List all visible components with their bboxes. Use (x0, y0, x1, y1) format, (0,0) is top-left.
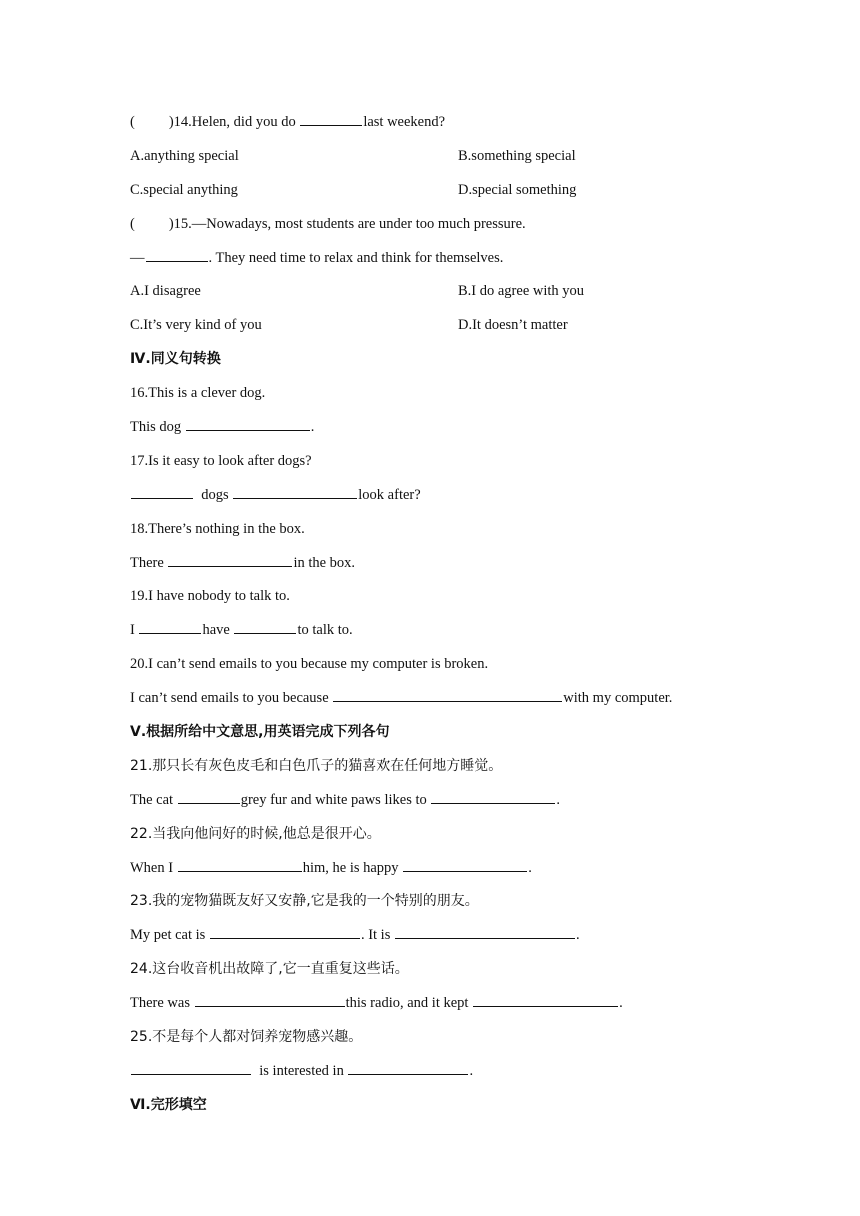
question-22-answer (130, 854, 750, 888)
answer-blank[interactable] (348, 1060, 468, 1075)
answer-blank[interactable] (195, 992, 345, 1007)
question-14 (130, 108, 750, 142)
options-row (130, 277, 750, 311)
answer-blank[interactable] (233, 484, 357, 499)
answer-tail: . (619, 995, 623, 1012)
answer-prefix: When I (130, 859, 174, 876)
answer-mid: him, he is happy (302, 859, 399, 876)
answer-mid: have (202, 622, 230, 639)
answer-blank[interactable] (178, 789, 240, 804)
answer-blank[interactable] (168, 552, 292, 567)
answer-mid: . It is (360, 927, 391, 944)
question-21-stem: 21.那只长有灰色皮毛和白色爪子的猫喜欢在任何地方睡觉。 (130, 757, 503, 774)
question-17-answer (130, 481, 750, 515)
answer-blank[interactable] (431, 789, 555, 804)
answer-mid: dogs (201, 486, 229, 503)
option-d: D.special something (458, 181, 577, 198)
question-14-tail: last weekend? (363, 114, 446, 130)
answer-blank[interactable] (473, 992, 618, 1007)
answer-blank[interactable] (300, 111, 362, 126)
question-15-reply (130, 244, 750, 278)
answer-tail: . (469, 1062, 474, 1079)
answer-blank[interactable] (403, 857, 527, 872)
answer-blank[interactable] (186, 416, 310, 431)
answer-blank[interactable] (178, 857, 302, 872)
question-15-stem: )15.—Nowadays, most students are under too much pressure. (168, 215, 526, 232)
answer-mid: is interested in (259, 1062, 344, 1079)
answer-mid: this radio, and it kept (345, 995, 469, 1012)
answer-prefix: There (130, 554, 164, 571)
answer-blank[interactable] (210, 924, 360, 939)
question-18-answer (130, 549, 750, 583)
answer-blank[interactable] (234, 619, 296, 634)
options-row (130, 176, 750, 210)
answer-tail: . (310, 419, 315, 436)
answer-blank[interactable] (333, 687, 562, 702)
answer-blank[interactable] (131, 484, 193, 499)
question-19-answer (130, 616, 750, 650)
question-24-stem: 24.这台收音机出故障了,它一直重复这些话。 (130, 961, 409, 978)
question-19-stem: 19.I have nobody to talk to. (130, 588, 290, 605)
question-23-stem: 23.我的宠物猫既友好又安静,它是我的一个特别的朋友。 (130, 893, 479, 910)
answer-prefix: There was (130, 995, 190, 1012)
question-16-answer (130, 413, 750, 447)
answer-tail: with my computer. (563, 690, 673, 707)
answer-prefix: I can’t send emails to you because (130, 690, 329, 707)
worksheet (130, 108, 750, 1125)
option-a: A.I disagree (130, 283, 201, 300)
option-a: A.anything special (130, 147, 239, 164)
question-15 (130, 210, 750, 244)
question-25-stem: 25.不是每个人都对饲养宠物感兴趣。 (130, 1029, 363, 1046)
dash: — (130, 249, 145, 266)
answer-tail: . (575, 927, 580, 944)
answer-blank[interactable] (131, 1060, 251, 1075)
question-21-answer (130, 786, 750, 820)
question-14-stem: )14.Helen, did you do (168, 114, 296, 130)
section-heading: Ⅳ.同义句转换 (130, 351, 221, 368)
paren-open: ( (130, 215, 135, 232)
answer-blank[interactable] (395, 924, 575, 939)
answer-tail: look after? (358, 486, 421, 503)
option-b: B.I do agree with you (458, 283, 585, 300)
options-row (130, 142, 750, 176)
answer-prefix: The cat (130, 791, 174, 808)
paren-open: ( (130, 114, 135, 130)
option-b: B.something special (458, 147, 576, 164)
question-16-stem: 16.This is a clever dog. (130, 385, 266, 402)
question-15-reply-tail: . They need time to relax and think for themselves. (208, 249, 504, 266)
option-c: C.special anything (130, 181, 238, 198)
question-24-answer (130, 989, 750, 1023)
option-c: C.It’s very kind of you (130, 317, 262, 334)
answer-prefix: My pet cat is (130, 927, 206, 944)
option-d: D.It doesn’t matter (458, 317, 568, 334)
answer-prefix: I (130, 622, 135, 639)
answer-blank[interactable] (139, 619, 201, 634)
question-20-answer (130, 684, 750, 718)
answer-tail: in the box. (293, 554, 356, 571)
answer-tail: . (556, 791, 560, 808)
section-heading: Ⅵ.完形填空 (130, 1096, 207, 1113)
answer-mid: grey fur and white paws likes to (240, 791, 427, 808)
answer-prefix: This dog (130, 419, 182, 436)
answer-blank[interactable] (146, 247, 208, 262)
question-25-answer (130, 1057, 750, 1091)
section-heading: Ⅴ.根据所给中文意思,用英语完成下列各句 (130, 724, 390, 741)
question-20-stem: 20.I can’t send emails to you because my computer is broken. (130, 656, 489, 673)
options-row (130, 311, 750, 345)
question-17-stem: 17.Is it easy to look after dogs? (130, 452, 312, 469)
answer-tail: to talk to. (297, 622, 353, 639)
question-18-stem: 18.There’s nothing in the box. (130, 520, 305, 537)
answer-tail: . (528, 859, 532, 876)
question-23-answer (130, 921, 750, 955)
question-22-stem: 22.当我向他问好的时候,他总是很开心。 (130, 825, 381, 842)
